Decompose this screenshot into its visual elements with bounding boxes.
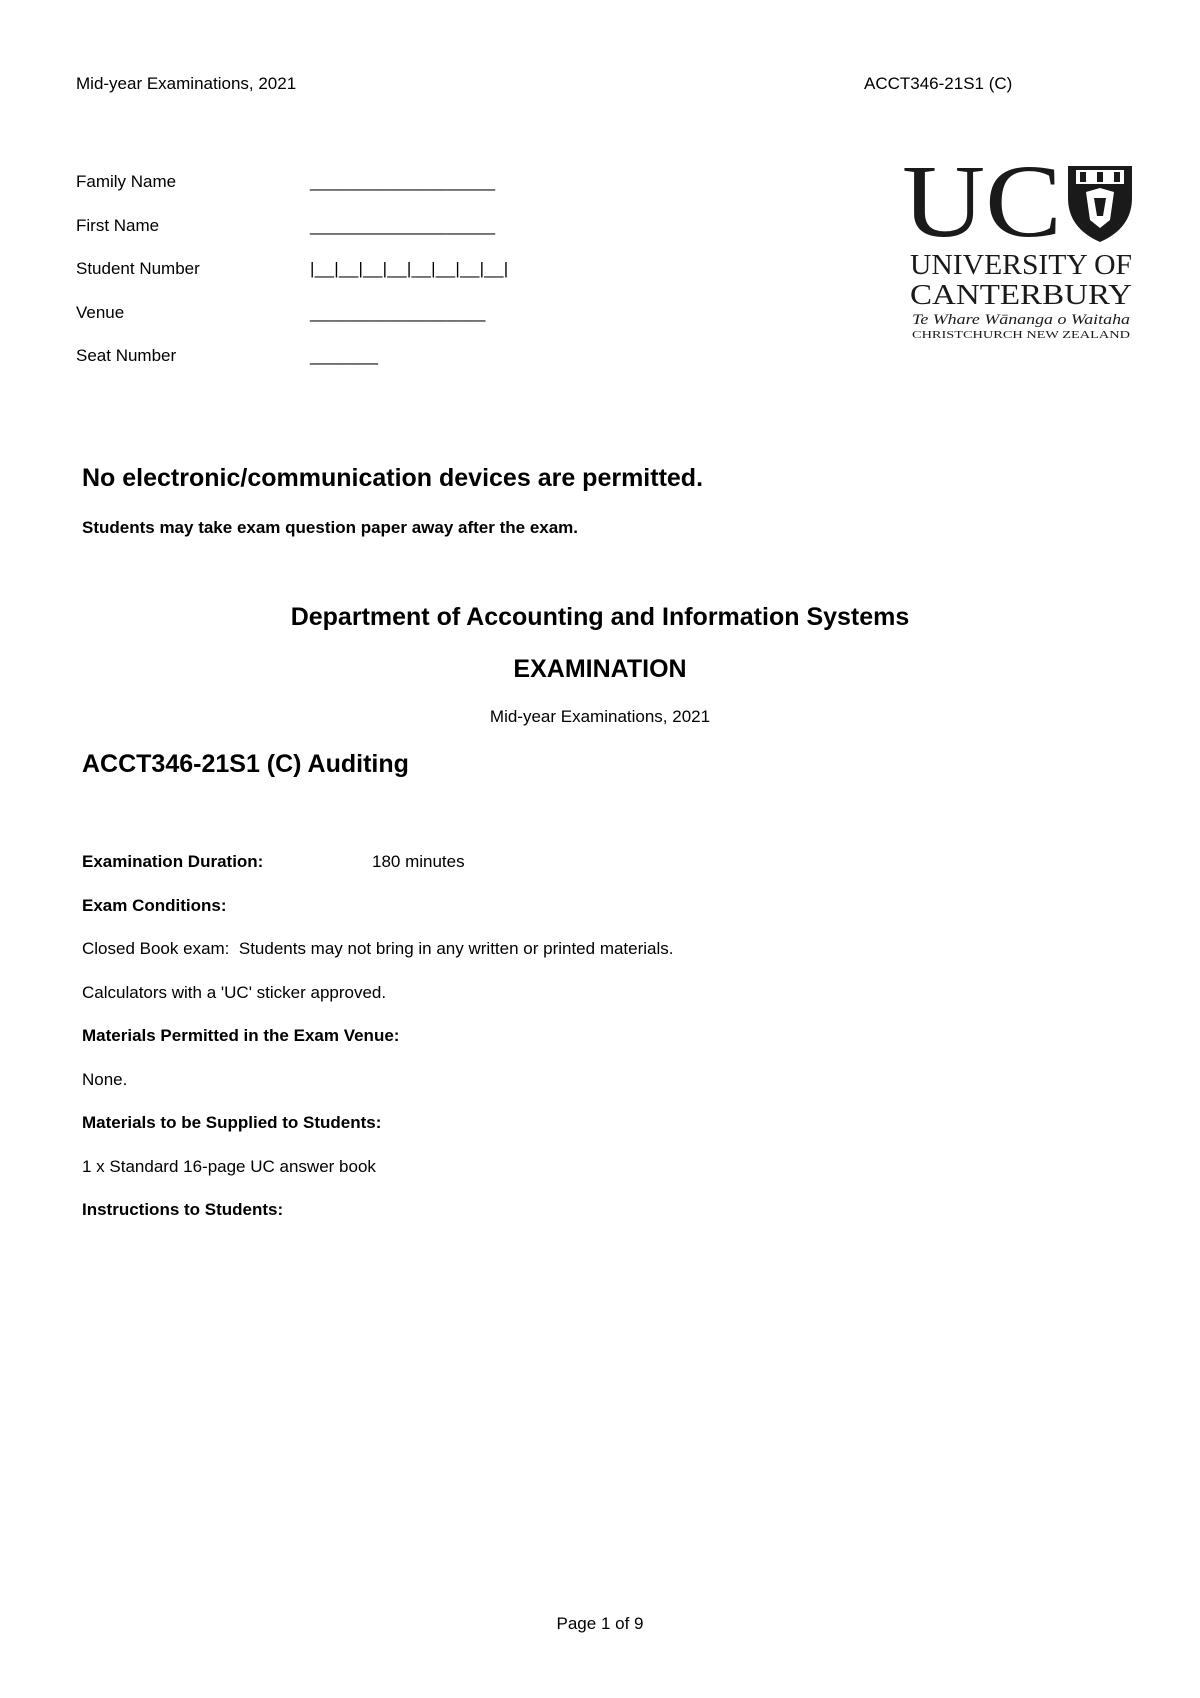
materials-supplied-value: 1 x Standard 16-page UC answer book (82, 1156, 376, 1176)
instructions-label: Instructions to Students: (82, 1200, 284, 1219)
venue-label: Venue (76, 302, 125, 322)
duration-label: Examination Duration: (82, 852, 264, 871)
logo-line-canterbury: CANTERBURY (910, 279, 1133, 311)
logo-mark: UC (902, 158, 1062, 259)
conditions-label: Exam Conditions: (82, 895, 227, 915)
materials-permitted-label: Materials Permitted in the Exam Venue: (82, 1026, 400, 1045)
take-away-notice: Students may take exam question paper away after the exam. (82, 518, 579, 537)
logo-maori-name: Te Whare Wānanga o Waitaha (912, 312, 1130, 328)
materials-permitted-value: None. (82, 1069, 128, 1089)
family-name-label: Family Name (76, 172, 177, 191)
first-name-field[interactable]: ___________________ (310, 215, 496, 235)
student-number-label: Student Number (76, 259, 200, 278)
exam-session: Mid-year Examinations, 2021 (489, 707, 711, 726)
duration-row (82, 852, 1082, 896)
logo-city: CHRISTCHURCH NEW ZEALAND (912, 330, 1130, 341)
materials-supplied-label: Materials to be Supplied to Students: (82, 1113, 382, 1132)
first-name-label: First Name (76, 215, 160, 235)
duration-value: 180 minutes (372, 852, 465, 871)
exam-details (82, 852, 1082, 1244)
venue-field[interactable]: __________________ (310, 302, 486, 322)
crest-icon (1068, 166, 1132, 242)
department-title: Department of Accounting and Information Systems (290, 603, 910, 631)
examination-title: EXAMINATION (513, 655, 687, 683)
page-number: Page 1 of 9 (556, 1614, 644, 1633)
university-logo (900, 158, 1140, 348)
course-title: ACCT346-21S1 (C) Auditing (82, 750, 409, 778)
page-header-right: ACCT346-21S1 (C) (864, 74, 1013, 93)
student-number-field[interactable]: |__|__|__|__|__|__|__|__| (310, 259, 509, 278)
seat-number-label: Seat Number (76, 346, 177, 365)
logo-line-university: UNIVERSITY OF (910, 249, 1132, 281)
devices-warning: No electronic/communication devices are permitted. (82, 464, 704, 492)
conditions-closed-book: Closed Book exam: Students may not bring in any written or printed materials. (82, 939, 674, 958)
page-header-left: Mid-year Examinations, 2021 (76, 74, 297, 93)
seat-number-field[interactable]: _______ (310, 346, 379, 365)
conditions-calculators: Calculators with a 'UC' sticker approved. (82, 982, 387, 1002)
family-name-field[interactable]: ___________________ (310, 172, 496, 191)
